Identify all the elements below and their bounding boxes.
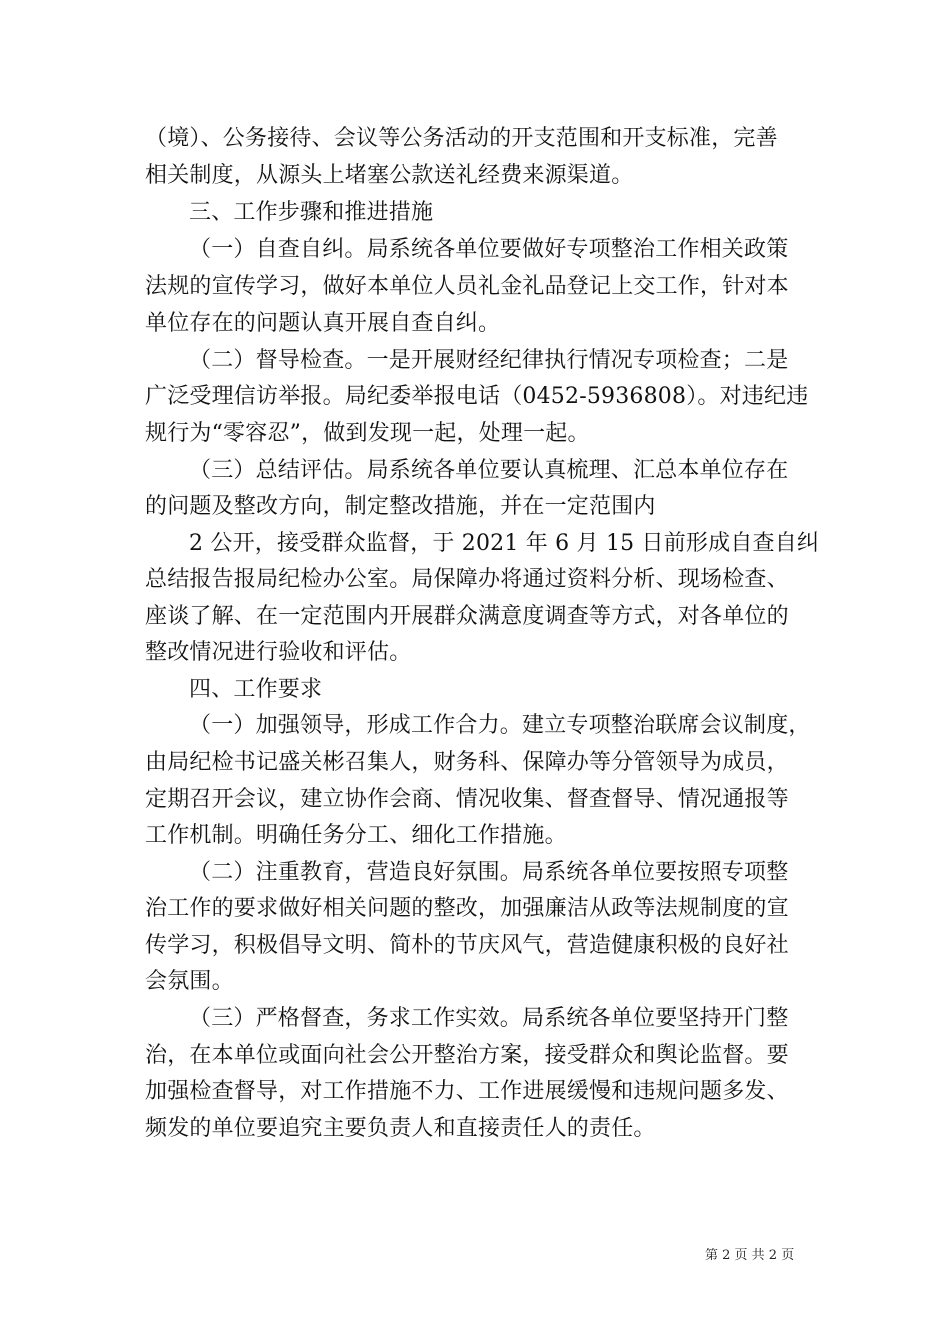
body-line-25: （三）严格督查，务求工作实效。局系统各单位要坚持开门整 bbox=[189, 1006, 789, 1031]
body-line-10: （三）总结评估。局系统各单位要认真梳理、汇总本单位存在 bbox=[189, 458, 789, 483]
section-heading-4: 四、工作要求 bbox=[189, 677, 323, 702]
body-line-12: 2 公开，接受群众监督，于 2021 年 6 月 15 日前形成自查自纠 bbox=[189, 531, 820, 556]
body-line-14: 座谈了解、在一定范围内开展群众满意度调查等方式，对各单位的 bbox=[145, 604, 789, 629]
page-number-footer: 第 2 页 共 2 页 bbox=[705, 1248, 795, 1263]
body-line-4: （一）自查自纠。局系统各单位要做好专项整治工作相关政策 bbox=[189, 237, 789, 262]
body-line-13: 总结报告报局纪检办公室。局保障办将通过资料分析、现场检查、 bbox=[145, 567, 789, 592]
body-line-24: 会氛围。 bbox=[145, 969, 234, 994]
body-line-2: 相关制度，从源头上堵塞公款送礼经费来源渠道。 bbox=[145, 163, 634, 188]
body-line-28: 频发的单位要追究主要负责人和直接责任人的责任。 bbox=[145, 1116, 656, 1141]
body-line-19: 定期召开会议，建立协作会商、情况收集、督查督导、情况通报等 bbox=[145, 787, 789, 812]
body-line-21: （二）注重教育，营造良好氛围。局系统各单位要按照专项整 bbox=[189, 860, 789, 885]
body-line-26: 治，在本单位或面向社会公开整治方案，接受群众和舆论监督。要 bbox=[145, 1043, 789, 1068]
body-line-17: （一）加强领导，形成工作合力。建立专项整治联席会议制度， bbox=[189, 713, 811, 738]
body-line-23: 传学习，积极倡导文明、简朴的节庆风气，营造健康积极的良好社 bbox=[145, 933, 789, 958]
body-line-1: （境）、公务接待、会议等公务活动的开支范围和开支标准，完善 bbox=[145, 126, 778, 151]
body-line-7: （二）督导检查。一是开展财经纪律执行情况专项检查；二是 bbox=[189, 348, 789, 373]
body-line-11: 的问题及整改方向，制定整改措施，并在一定范围内 bbox=[145, 494, 656, 519]
body-line-15: 整改情况进行验收和评估。 bbox=[145, 640, 412, 665]
body-line-5: 法规的宣传学习，做好本单位人员礼金礼品登记上交工作，针对本 bbox=[145, 274, 789, 299]
body-line-22: 治工作的要求做好相关问题的整改，加强廉洁从政等法规制度的宣 bbox=[145, 896, 789, 921]
body-line-18: 由局纪检书记盛关彬召集人，财务科、保障办等分管领导为成员， bbox=[145, 750, 789, 775]
body-line-20: 工作机制。明确任务分工、细化工作措施。 bbox=[145, 823, 567, 848]
body-line-6: 单位存在的问题认真开展自查自纠。 bbox=[145, 311, 501, 336]
body-line-27: 加强检查督导，对工作措施不力、工作进展缓慢和违规问题多发、 bbox=[145, 1079, 789, 1104]
body-line-8: 广泛受理信访举报。局纪委举报电话（0452-5936808）。对违纪违 bbox=[145, 384, 809, 409]
section-heading-3: 三、工作步骤和推进措施 bbox=[189, 200, 434, 225]
body-line-9: 规行为“零容忍”，做到发现一起，处理一起。 bbox=[145, 421, 590, 446]
